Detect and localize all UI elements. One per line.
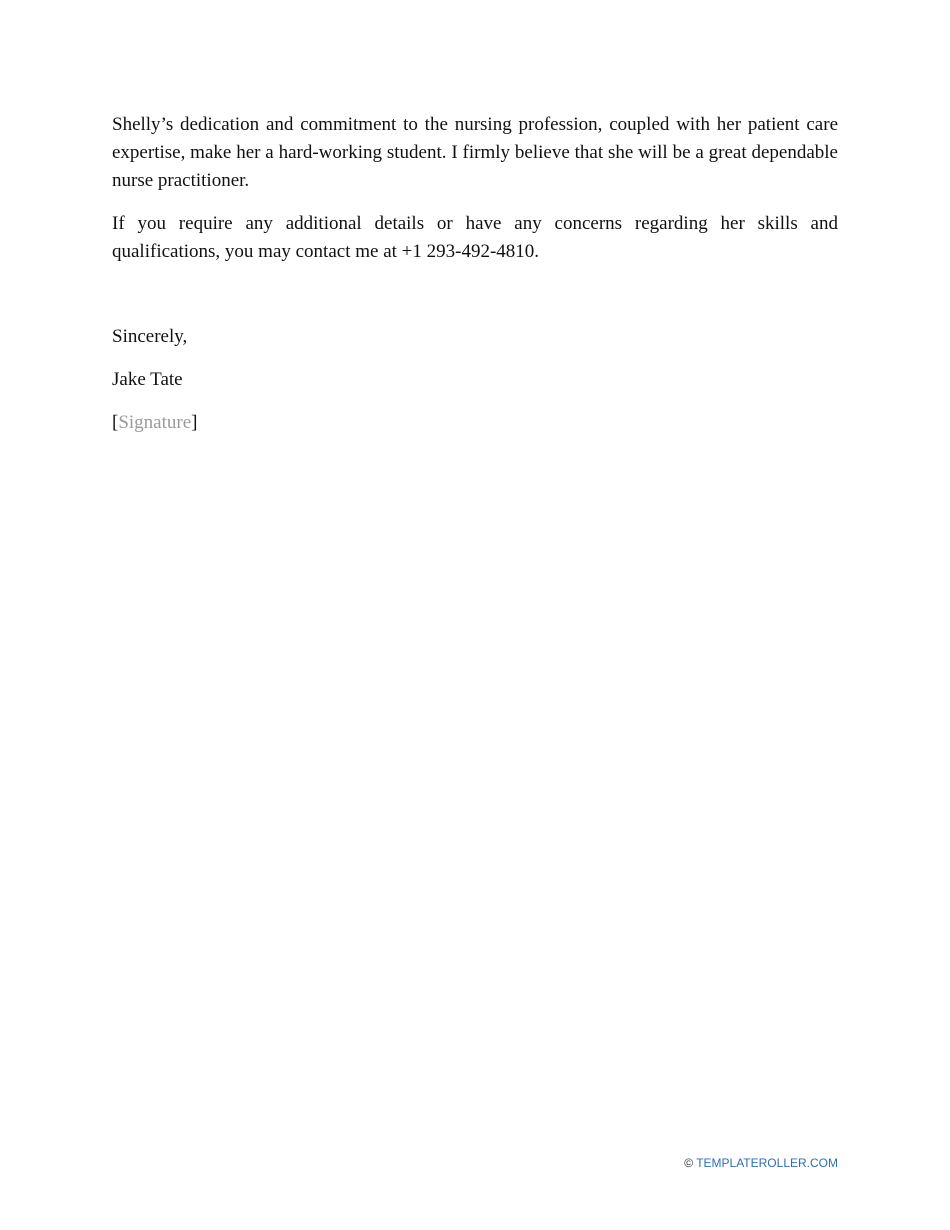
copyright-symbol: © <box>684 1156 694 1170</box>
letter-body <box>112 111 838 437</box>
footer-credit <box>684 1155 838 1171</box>
signature-close-bracket: ] <box>191 412 198 433</box>
letter-paragraph-contact: If you require any additional details or have any concerns regarding her skills and qualifications, you may contact me at +1 293-492-4810. <box>112 213 838 262</box>
signature-placeholder-line <box>112 409 838 437</box>
signature-open-bracket: [ <box>112 412 119 433</box>
signature-placeholder: Signature <box>118 412 192 433</box>
letter-closing: Sincerely, <box>112 326 188 347</box>
signer-name: Jake Tate <box>112 369 183 390</box>
templateroller-link[interactable]: TEMPLATEROLLER.COM <box>696 1156 838 1170</box>
letter-paragraph-recommendation: Shelly’s dedication and commitment to the nursing profession, coupled with her patient care expertise, make her a hard-working student. I firmly believe that she will be a great dependable nurse practitioner. <box>112 114 838 191</box>
